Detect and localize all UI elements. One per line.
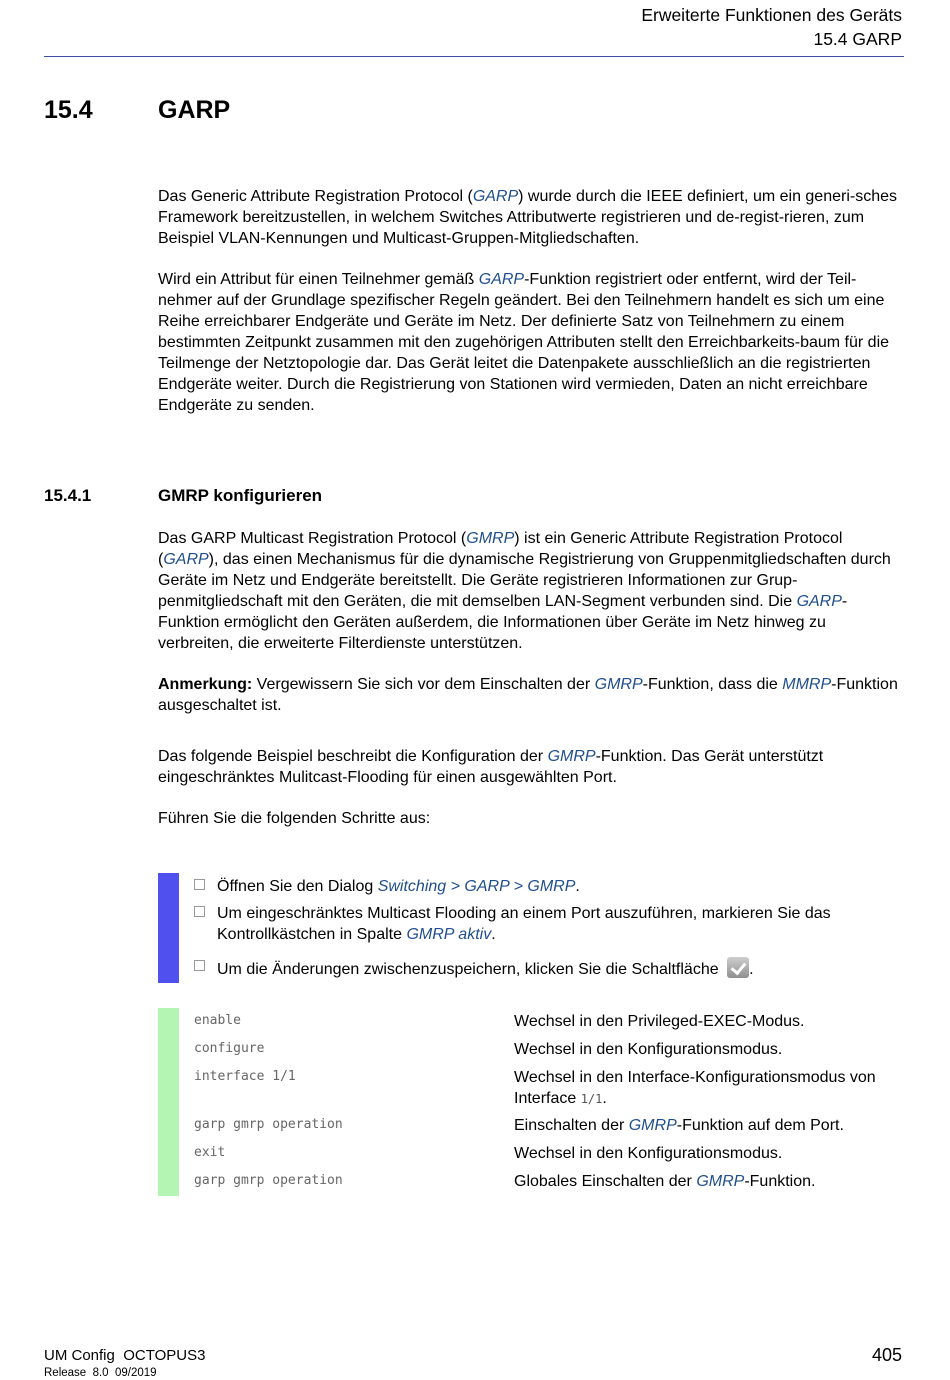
- cli-description: [514, 1011, 904, 1032]
- footer-left: [44, 1346, 205, 1380]
- header-divider: [44, 56, 904, 57]
- text-run: Das folgende Beispiel beschreibt die Konfiguration der: [158, 748, 548, 765]
- cli-description: [514, 1143, 904, 1164]
- cli-command: enable: [194, 1013, 241, 1028]
- intro-paragraph-1: [158, 186, 903, 249]
- cli-command: garp gmrp operation: [194, 1173, 343, 1188]
- intro-paragraph-2: [158, 269, 903, 416]
- cli-description: [514, 1115, 904, 1136]
- text-run: Wird ein Attribut für einen Teilnehmer gemäß: [158, 271, 479, 288]
- checkmark-button-icon: [727, 957, 749, 978]
- gui-steps-marker-bar: [158, 873, 179, 983]
- text-run: Das GARP Multicast Registration Protocol (: [158, 530, 467, 547]
- text-run: ) wurde durch die IEEE definiert, um ein generi-sches Framework bereitzustellen, in welchem Switches Attributwerte registrieren und de-regist-rieren, zum Beispiel VLAN-Kennungen und Multicast-Gruppen-Mitgliedschaften.: [158, 188, 898, 247]
- ui-keyword: Switching > GARP > GMRP: [377, 878, 576, 895]
- checkbox-icon: [194, 906, 205, 917]
- cli-description: [514, 1171, 904, 1192]
- text-run: Das Generic Attribute Registration Protocol (: [158, 188, 473, 205]
- step-item: [194, 903, 904, 945]
- footer-product: UM Config OCTOPUS3: [44, 1347, 206, 1364]
- text-run: -Funktion registriert oder entfernt, wird der Teil-nehmer auf der Grundlage spezifischer Regeln geändert. Bei den Teilnehmern handelt es sich um eine Reihe erreichbarer Endgeräte und Geräte im Netz. Der definierte Satz von Teilnehmern zu einem bestimmten Zeitpunkt zusammen mit den zugehörigen Attributen stellt den Erreichbarkeits-baum für die Teilmenge der Netztopologie dar. Das Gerät leitet die Datenpakete ausschließlich an die registrierten Endgeräte weiter. Durch die Registrierung von Stationen wird vermieden, Daten an nicht erreichbare Endgeräte zu senden.: [158, 271, 890, 414]
- text-run: -Funktion ausgeschaltet ist.: [158, 676, 898, 714]
- ui-keyword: GMRP: [466, 530, 515, 547]
- running-header-chapter: Erweiterte Funktionen des Geräts: [641, 5, 902, 25]
- ui-keyword: GMRP aktiv: [406, 926, 492, 943]
- text-run: Wechsel in den Privileged-EXEC-Modus.: [514, 1013, 805, 1030]
- text-run: Globales Einschalten der: [514, 1173, 697, 1190]
- note-label: Anmerkung:: [158, 676, 253, 693]
- text-run: Vergewissern Sie sich vor dem Einschalten der: [252, 676, 595, 693]
- text-run: Um eingeschränktes Multicast Flooding an einem Port auszuführen, markieren Sie das Kontrollkästchen in Spalte: [217, 905, 831, 943]
- checkbox-icon: [194, 960, 205, 971]
- text-run: .: [575, 878, 580, 895]
- cli-command: configure: [194, 1041, 265, 1056]
- step-item: [194, 876, 904, 897]
- cli-command: interface 1/1: [194, 1069, 296, 1084]
- ui-keyword: GARP: [796, 593, 842, 610]
- text-run: .: [602, 1090, 607, 1107]
- footer-release: Release 8.0 09/2019: [44, 1367, 157, 1379]
- body-paragraph-3: [158, 808, 903, 829]
- cli-command: garp gmrp operation: [194, 1117, 343, 1132]
- text-run: -Funktion ermöglicht den Geräten außerdem, die Informationen über Geräte im Netz hinweg zu verbreiten, die erweiterte Filterdienste unterstützen.: [158, 593, 848, 652]
- running-header: [641, 3, 902, 51]
- step-item: [194, 957, 904, 980]
- checkbox-icon: [194, 879, 205, 890]
- inline-code: 1/1: [580, 1092, 603, 1106]
- ui-keyword: GMRP: [594, 676, 643, 693]
- running-header-section: 15.4 GARP: [813, 29, 902, 49]
- text-run: ) ist ein Generic Attribute Registration Protocol (: [158, 530, 843, 568]
- text-run: .: [749, 961, 754, 978]
- section-number: 15.4: [44, 96, 93, 124]
- cli-description: [514, 1039, 904, 1060]
- text-run: -Funktion. Das Gerät unterstützt eingeschränktes Mulitcast-Flooding für einen ausgewählten Port.: [158, 748, 824, 786]
- text-run: Um die Änderungen zwischenzuspeichern, klicken Sie die Schaltfläche: [217, 961, 724, 978]
- page-number: 405: [871, 1345, 902, 1365]
- body-paragraph-2: [158, 746, 903, 788]
- cli-marker-bar: [158, 1008, 179, 1196]
- text-run: Führen Sie die folgenden Schritte aus:: [158, 810, 431, 827]
- ui-keyword: GARP: [472, 188, 519, 205]
- cli-command: exit: [194, 1145, 226, 1160]
- cli-description: [514, 1067, 904, 1110]
- subsection-title: GMRP konfigurieren: [158, 486, 323, 505]
- text-run: Wechsel in den Interface-Konfigurationsmodus von Interface: [514, 1069, 876, 1107]
- body-paragraph-1: [158, 528, 903, 654]
- text-run: -Funktion auf dem Port.: [676, 1117, 844, 1134]
- text-run: ), das einen Mechanismus für die dynamische Registrierung von Gruppenmitgliedschaften durch Geräte im Netz und Endgeräte bereitstellt. Die Geräte registrieren Informationen zur Grup-penmitgliedschaft mit den Geräten, die mit demselben LAN-Segment verbunden sind. Die: [158, 551, 891, 610]
- ui-keyword: GARP: [163, 551, 209, 568]
- section-title: GARP: [158, 96, 231, 124]
- text-run: -Funktion.: [744, 1173, 816, 1190]
- ui-keyword: MMRP: [782, 676, 832, 693]
- text-run: Öffnen Sie den Dialog: [217, 878, 378, 895]
- ui-keyword: GARP: [478, 271, 525, 288]
- ui-keyword: GMRP: [696, 1173, 745, 1190]
- ui-keyword: GMRP: [628, 1117, 677, 1134]
- text-run: -Funktion, dass die: [642, 676, 783, 693]
- note-paragraph: [158, 674, 903, 716]
- text-run: Wechsel in den Konfigurationsmodus.: [514, 1041, 783, 1058]
- text-run: .: [491, 926, 496, 943]
- text-run: Einschalten der: [514, 1117, 629, 1134]
- text-run: Wechsel in den Konfigurationsmodus.: [514, 1145, 783, 1162]
- subsection-number: 15.4.1: [44, 486, 92, 505]
- ui-keyword: GMRP: [547, 748, 596, 765]
